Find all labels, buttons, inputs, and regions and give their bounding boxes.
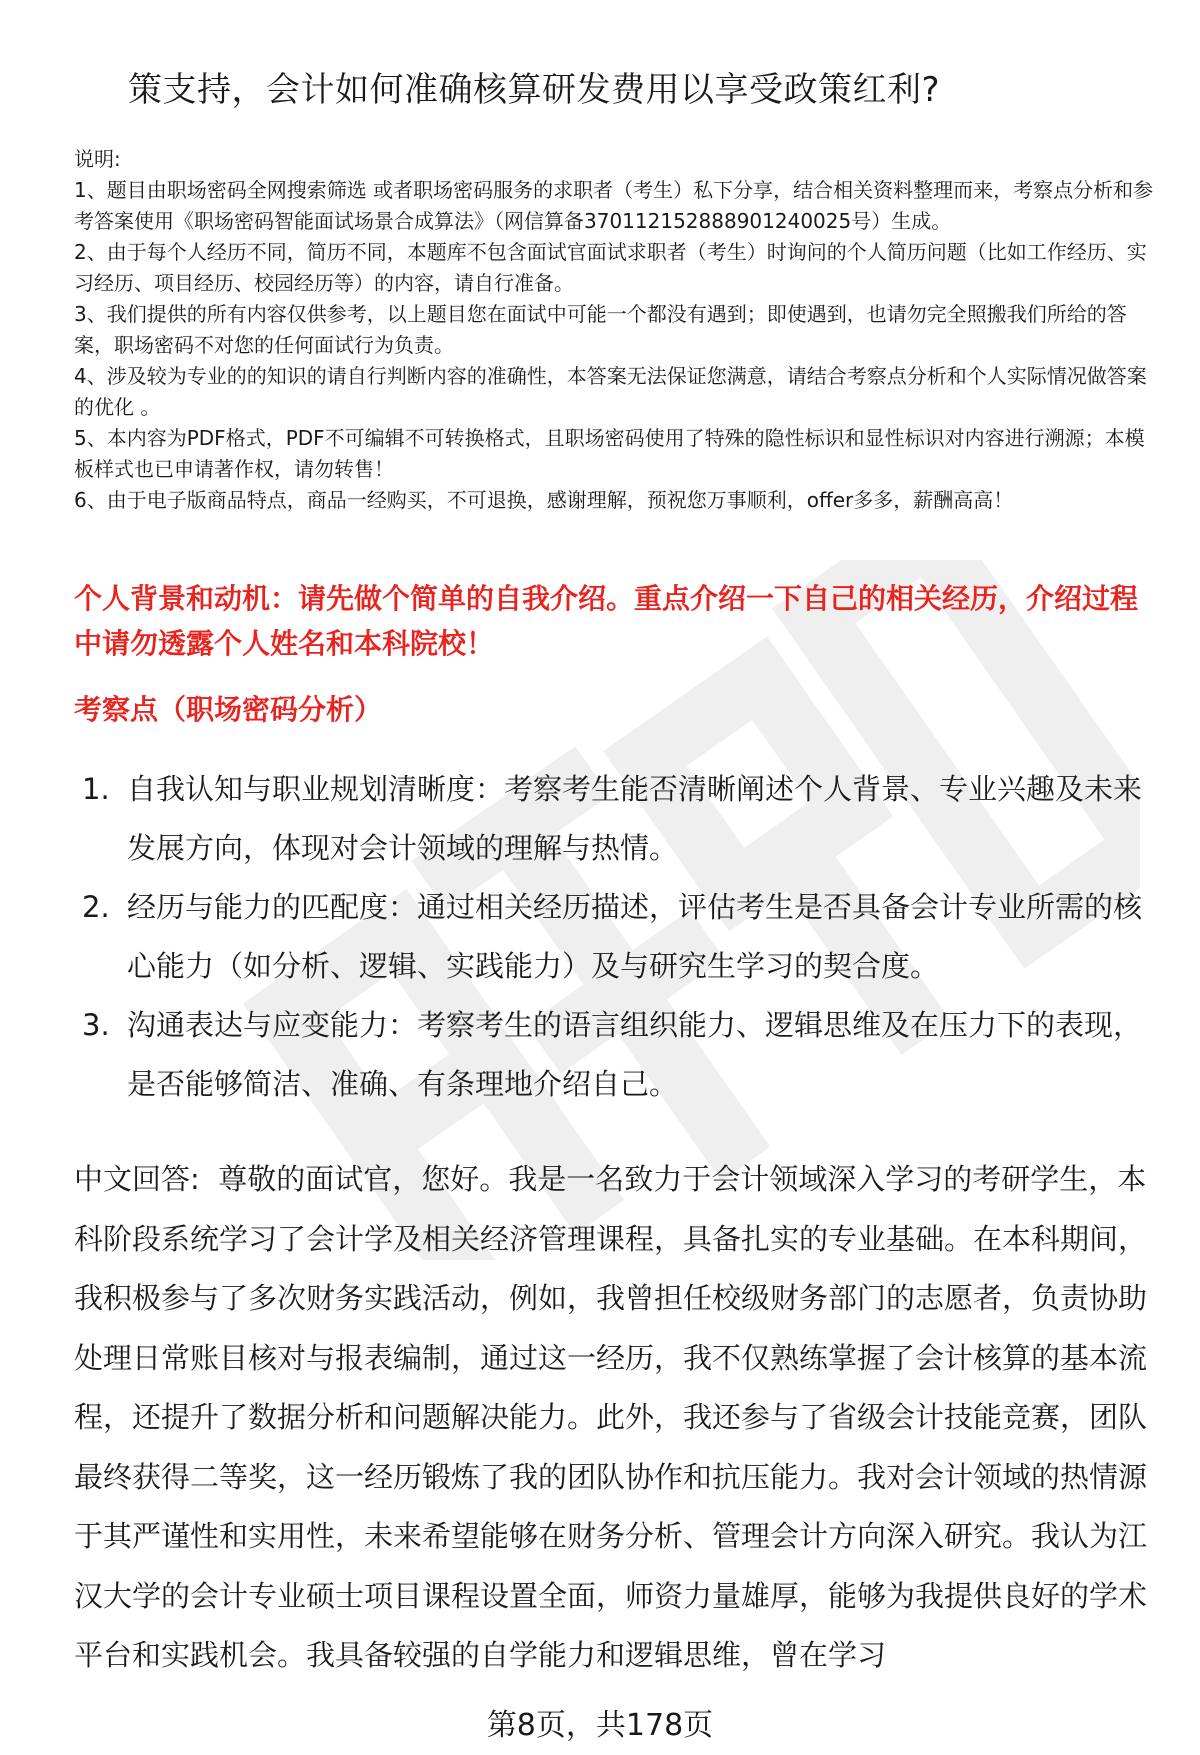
analysis-point — [82, 878, 1162, 996]
note-item: 1、题目由职场密码全网搜索筛选 或者职场密码服务的求职者（考生）私下分享，结合相关资料整理而来，考察点分析和参考答案使用《职场密码智能面试场景合成算法》（网信算备370112152888901240025号）生成。 — [74, 178, 1154, 233]
point-text: 自我认知与职业规划清晰度：考察考生能否清晰阐述个人背景、专业兴趣及未来发展方向，体现对会计领域的理解与热情。 — [127, 772, 1143, 865]
notes-heading: 说明: — [74, 147, 121, 171]
point-text: 经历与能力的匹配度：通过相关经历描述，评估考生是否具备会计专业所需的核心能力（如分析、逻辑、实践能力）及与研究生学习的契合度。 — [127, 890, 1143, 983]
analysis-point — [82, 760, 1162, 878]
note-item: 5、本内容为PDF格式，PDF不可编辑不可转换格式，且职场密码使用了特殊的隐性标识和显性标识对内容进行溯源；本模板样式也已申请著作权，请勿转售！ — [74, 426, 1145, 481]
note-item: 4、涉及较为专业的的知识的请自行判断内容的准确性，本答案无法保证您满意，请结合考察点分析和个人实际情况做答案的优化 。 — [74, 364, 1147, 419]
analysis-points-list — [82, 760, 1162, 1114]
answer-text: 尊敬的面试官，您好。我是一名致力于会计领域深入学习的考研学生，本科阶段系统学习了会计学及相关经济管理课程，具备扎实的专业基础。在本科期间，我积极参与了多次财务实践活动，例如，我曾担任校级财务部门的志愿者，负责协助处理日常账目核对与报表编制，通过这一经历，我不仅熟练掌握了会计核算的基本流程，还提升了数据分析和问题解决能力。此外，我还参与了省级会计技能竞赛，团队最终获得二等奖，这一经历锻炼了我的团队协作和抗压能力。我对会计领域的热情源于其严谨性和实用性，未来希望能够在财务分析、管理会计方向深入研究。我认为江汉大学的会计专业硕士项目课程设置全面，师资力量雄厚，能够为我提供良好的学术平台和实践机会。我具备较强的自学能力和逻辑思维，曾在学习 — [74, 1162, 1148, 1672]
note-item: 2、由于每个人经历不同，简历不同，本题库不包含面试官面试求职者（考生）时询问的个人简历问题（比如工作经历、实习经历、项目经历、校园经历等）的内容，请自行准备。 — [74, 240, 1147, 295]
point-number: 1. — [82, 772, 110, 806]
answer-paragraph — [74, 1150, 1154, 1686]
note-item: 3、我们提供的所有内容仅供参考，以上题目您在面试中可能一个都没有遇到；即使遇到，也请勿完全照搬我们所给的答案，职场密码不对您的任何面试行为负责。 — [74, 302, 1127, 357]
notes-section — [74, 144, 1154, 516]
page-title: 策支持，会计如何准确核算研发费用以享受政策红利? — [128, 70, 941, 110]
note-item: 6、由于电子版商品特点，商品一经购买，不可退换，感谢理解，预祝您万事顺利，offer多多，薪酬高高！ — [74, 488, 1014, 512]
page-footer: 第8页，共178页 — [486, 1708, 714, 1743]
analysis-heading: 考察点（职场密码分析） — [74, 693, 383, 726]
answer-label: 中文回答: — [74, 1162, 200, 1196]
interview-question: 个人背景和动机：请先做个简单的自我介绍。重点介绍一下自己的相关经历，介绍过程中请勿透露个人姓名和本科院校！ — [74, 582, 1139, 660]
point-number: 3. — [82, 1008, 110, 1042]
point-text: 沟通表达与应变能力：考察考生的语言组织能力、逻辑思维及在压力下的表现，是否能够简洁、准确、有条理地介绍自己。 — [127, 1008, 1143, 1101]
point-number: 2. — [82, 890, 110, 924]
analysis-point — [82, 996, 1162, 1114]
